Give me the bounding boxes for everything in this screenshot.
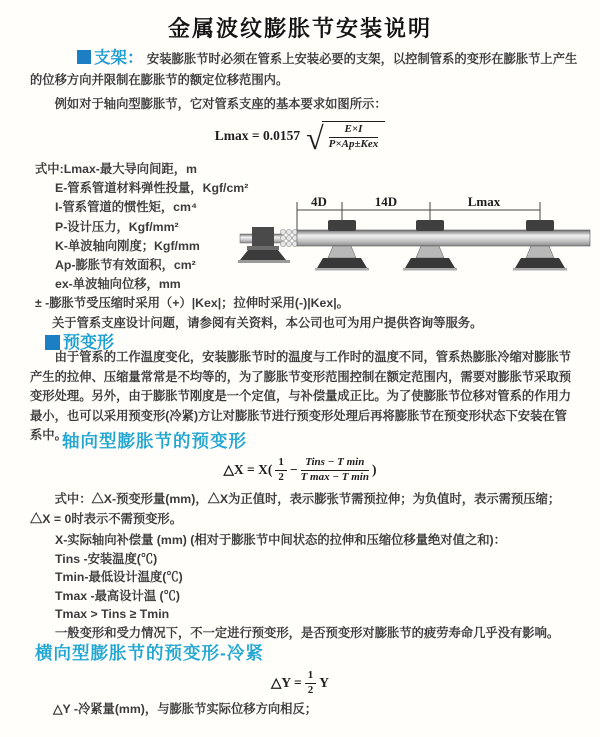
axial-note-x: X-实际轴向补偿量 (mm) (相对于膨胀节中间状态的拉伸和压缩位移量绝对值之和)：: [55, 533, 506, 547]
lateral-note: △Y -冷紧量(mm)，与膨胀节实际位移方向相反；: [53, 702, 318, 716]
section-bullet-square-icon: [77, 50, 91, 64]
plus-minus-note: ± -膨胀节受压缩时采用（+）|Kex|；拉伸时采用(-)|Kex|。: [35, 296, 349, 311]
definition-item: I-管系管道的惯性矩，cm⁴: [55, 200, 198, 215]
definition-item: E-管系管道材料弹性投量，Kgf/cm²: [55, 181, 249, 196]
lateral-formula-lhs: △Y =: [271, 675, 302, 691]
lmax-fraction: [329, 124, 379, 150]
axial-subheading: 轴向型膨胀节的预变形: [62, 431, 247, 451]
dimension-label-lmax: Lmax: [467, 194, 501, 209]
lmax-fraction-denominator: P×Ap±Kex: [328, 137, 379, 150]
axial-formula-lhs: △X = X(: [223, 462, 273, 478]
lateral-subheading: 横向型膨胀节的预变形-冷紧: [35, 643, 264, 663]
pipe-support-diagram: [238, 190, 596, 282]
minus-sign: −: [289, 462, 298, 478]
axial-formula: [0, 457, 600, 483]
one-half-fraction: [275, 457, 287, 483]
axial-note-final: 一般变形和受力情况下，不一定进行预变形，是否预变形对膨胀节的疲劳寿命几乎没有影响。: [55, 626, 560, 640]
dimension-label-4d: 4D: [311, 194, 327, 209]
definitions-lead: 式中:Lmax-最大导向间距，m: [35, 162, 197, 176]
sqrt-vinculum: [322, 121, 386, 151]
page-title: 金属波纹膨胀节安装说明: [167, 16, 432, 41]
temp-line-tins: Tins -安装温度(℃): [55, 552, 158, 566]
fraction-numerator: 1: [305, 670, 317, 684]
axial-formula-close-paren: ): [371, 462, 377, 478]
fraction-denominator: T max − T min: [300, 470, 369, 483]
consult-note: 关于管系支座设计问题，请参阅有关资料，本公司也可为用户提供咨询等服务。: [52, 315, 483, 330]
fraction-denominator: 2: [307, 683, 314, 696]
preform-body-paragraph: 由于管系的工作温度变化，安装膨胀节时的温度与工作时的温度不同，管系热膨胀冷缩对膨胀节产生的拉伸、压缩量常常是不均等的，为了膨胀节变形范围控制在额定范围内，需要对膨胀节采取预变形处理。另外，由于膨胀节刚度是一个定值，与补偿量成正比。为了使膨胀节位移对管系的作用力最小，也可以采用预变形(冷紧)方让对膨胀节进行预变形处理后再将膨胀节在预变形状态下安装在管系中。: [30, 350, 572, 443]
support-intro-text: 安装膨胀节时必须在管系上安装必要的支架，以控制管系的变形在膨胀节上产生的位移方向并限制在膨胀节的额定位移范围内。: [30, 52, 578, 87]
definition-item: K-单波轴向刚度；Kgf/mm: [55, 238, 200, 253]
lateral-formula: [0, 670, 600, 696]
support-example-line: 例如对于轴向型膨胀节，它对管系支座的基本要求如图所示：: [54, 97, 387, 111]
temp-line-tmin: Tmin-最低设计温度(℃): [55, 570, 183, 584]
fraction-denominator: 2: [278, 470, 284, 483]
definition-item: Ap-膨胀节有效面积，cm²: [55, 258, 196, 273]
fraction-numerator: 1: [275, 457, 287, 471]
temp-line-tmax: Tmax -最高设计温 (℃): [55, 589, 181, 603]
fraction-numerator: Tins − T min: [301, 457, 369, 471]
support-section-heading: 支架：: [94, 49, 144, 67]
lmax-fraction-numerator: E×I: [329, 124, 379, 138]
definition-item: ex-单波轴向位移，mm: [55, 277, 181, 292]
support-intro-paragraph: [30, 48, 578, 91]
axial-note-main: 式中：△X-预变形量(mm)，△X为正值时，表示膨张节需预拉伸；为负值时，表示需预压缩；△X = 0时表示不需预变形。: [30, 492, 561, 526]
lateral-formula-rhs: Y: [319, 675, 329, 691]
pipe: [297, 230, 590, 246]
dimension-label-14d: 14D: [374, 194, 398, 209]
lmax-formula: Lmax = 0.0157 √ $\frac{E\times I}{\text{P×Ap±Kex}}$: [0, 121, 600, 151]
temperature-fraction: [301, 457, 369, 483]
definition-item: P-设计压力，Kgf/mm²: [55, 219, 179, 234]
lmax-formula-lhs: Lmax = 0.0157: [214, 127, 301, 143]
one-half-fraction: [305, 670, 317, 696]
temp-inequality: Tmax > Tins ≥ Tmin: [55, 607, 170, 621]
bellows-icon: [280, 229, 297, 246]
preform-heading-text: 预变形: [63, 333, 114, 352]
